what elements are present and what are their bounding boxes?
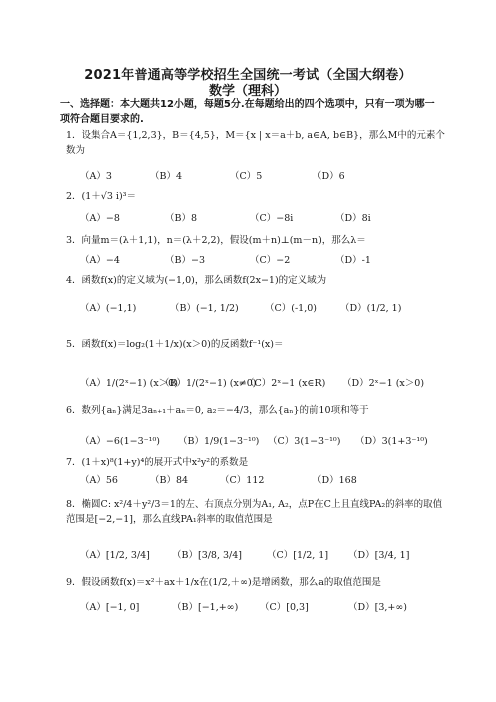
question-text: 椭圆C: x²/4＋y²/3＝1的左、右顶点分别为A₁, A₂，点P在C上且直线PA₂的斜率的取值范围是[−2,−1]，那么直线PA₁斜率的取值范围是 <box>66 499 443 525</box>
option-d[interactable]: （D）(1/2, 1) <box>340 303 402 314</box>
question-number: 2． <box>66 191 82 202</box>
option-a[interactable]: （A）1/(2ˣ−1) (x＞0) <box>80 378 178 389</box>
option-c[interactable]: （C）2ˣ−1 (x∈R) <box>245 378 326 389</box>
option-c[interactable]: （C）[1/2, 1] <box>267 550 329 561</box>
option-c[interactable]: （C）−8i <box>250 213 294 224</box>
option-b[interactable]: （B）(−1, 1/2) <box>170 303 239 314</box>
option-a[interactable]: （A）[1/2, 3/4] <box>80 550 150 561</box>
option-a[interactable]: （A）−8 <box>80 213 120 224</box>
question-8 <box>66 497 446 527</box>
option-b[interactable]: （B）84 <box>150 475 189 486</box>
options-8 <box>80 547 460 565</box>
option-c[interactable]: （C）5 <box>230 171 263 182</box>
option-c[interactable]: （C）112 <box>220 475 265 486</box>
option-d[interactable]: （D）2ˣ−1 (x＞0) <box>342 378 425 389</box>
question-number: 5． <box>66 339 82 350</box>
option-d[interactable]: （D）6 <box>312 171 345 182</box>
option-c[interactable]: （C）(-1,0) <box>265 303 317 314</box>
option-d[interactable]: （D）8i <box>335 213 371 224</box>
option-a[interactable]: （A）[−1, 0] <box>80 602 140 613</box>
options-2 <box>80 210 460 228</box>
question-text: 设集合A＝{1,2,3}，B＝{4,5}，M＝{x | x＝a＋b, a∈A, b∈B}，那么M中的元素个数为 <box>66 130 445 156</box>
question-text: 假设函数f(x)＝x²＋ax＋1/x在(1/2,＋∞)是增函数，那么a的取值范围是 <box>81 577 381 588</box>
option-d[interactable]: （D）168 <box>312 475 357 486</box>
options-3 <box>80 252 460 270</box>
option-d[interactable]: （D）-1 <box>335 255 371 266</box>
question-3 <box>66 233 446 248</box>
option-b[interactable]: （B）[−1,+∞) <box>172 602 239 613</box>
question-7 <box>66 455 446 470</box>
options-7 <box>80 472 460 490</box>
options-4 <box>80 300 460 318</box>
question-text: 向量m＝(λ＋1,1)，n＝(λ＋2,2)，假设(m＋n)⊥(m－n)，那么λ＝ <box>81 235 366 246</box>
question-6 <box>66 403 446 418</box>
options-6 <box>80 433 460 451</box>
option-c[interactable]: （C）−2 <box>250 255 291 266</box>
question-1 <box>66 128 446 158</box>
section-heading: 一、选择题：本大题共12小题，每题5分.在每题给出的四个选项中，只有一项为哪一项符合题目要求的. <box>60 99 435 125</box>
option-a[interactable]: （A）−6(1−3⁻¹⁰) <box>80 436 160 447</box>
question-number: 3． <box>66 235 82 246</box>
option-b[interactable]: （B）[3/8, 3/4] <box>172 550 243 561</box>
question-text: 函数f(x)的定义域为(−1,0)，那么函数f(2x−1)的定义域为 <box>81 275 327 286</box>
exam-title: 2021年普通高等学校招生全国统一考试（全国大纲卷） <box>84 68 412 83</box>
option-a[interactable]: （A）(−1,1) <box>80 303 137 314</box>
question-9 <box>66 575 446 590</box>
option-b[interactable]: （B）4 <box>150 171 183 182</box>
option-b[interactable]: （B）−3 <box>165 255 205 266</box>
question-4 <box>66 273 446 288</box>
question-text: (1＋x)⁸(1+y)⁴的展开式中x²y²的系数是 <box>81 457 249 468</box>
question-number: 4． <box>66 275 82 286</box>
question-number: 9． <box>66 577 82 588</box>
option-b[interactable]: （B）1/(2ˣ−1) (x≠0) <box>160 378 257 389</box>
question-number: 6． <box>66 405 82 416</box>
question-number: 1． <box>66 130 82 141</box>
option-d[interactable]: （D）[3/4, 1] <box>348 550 410 561</box>
options-9 <box>80 599 460 617</box>
option-a[interactable]: （A）3 <box>80 171 112 182</box>
question-text: 数列{aₙ}满足3aₙ₊₁＋aₙ＝0, a₂＝−4/3，那么{aₙ}的前10项和等于 <box>81 405 369 416</box>
option-b[interactable]: （B）1/9(1−3⁻¹⁰) <box>178 436 260 447</box>
question-text: (1＋√3 i)³＝ <box>81 191 136 202</box>
question-2 <box>66 189 446 204</box>
question-5 <box>66 337 446 352</box>
question-text: 函数f(x)＝log₂(1＋1/x)(x＞0)的反函数f⁻¹(x)＝ <box>81 339 284 350</box>
exam-subtitle: 数学（理科） <box>208 84 287 99</box>
option-a[interactable]: （A）−4 <box>80 255 120 266</box>
option-d[interactable]: （D）3(1+3⁻¹⁰) <box>355 436 428 447</box>
option-d[interactable]: （D）[3,+∞) <box>348 602 407 613</box>
question-number: 7． <box>66 457 82 468</box>
option-c[interactable]: （C）[0,3] <box>260 602 309 613</box>
question-number: 8． <box>66 499 82 510</box>
option-a[interactable]: （A）56 <box>80 475 118 486</box>
options-1 <box>80 168 460 186</box>
option-c[interactable]: （C）3(1−3⁻¹⁰) <box>268 436 341 447</box>
option-b[interactable]: （B）8 <box>165 213 198 224</box>
options-5 <box>80 375 460 393</box>
